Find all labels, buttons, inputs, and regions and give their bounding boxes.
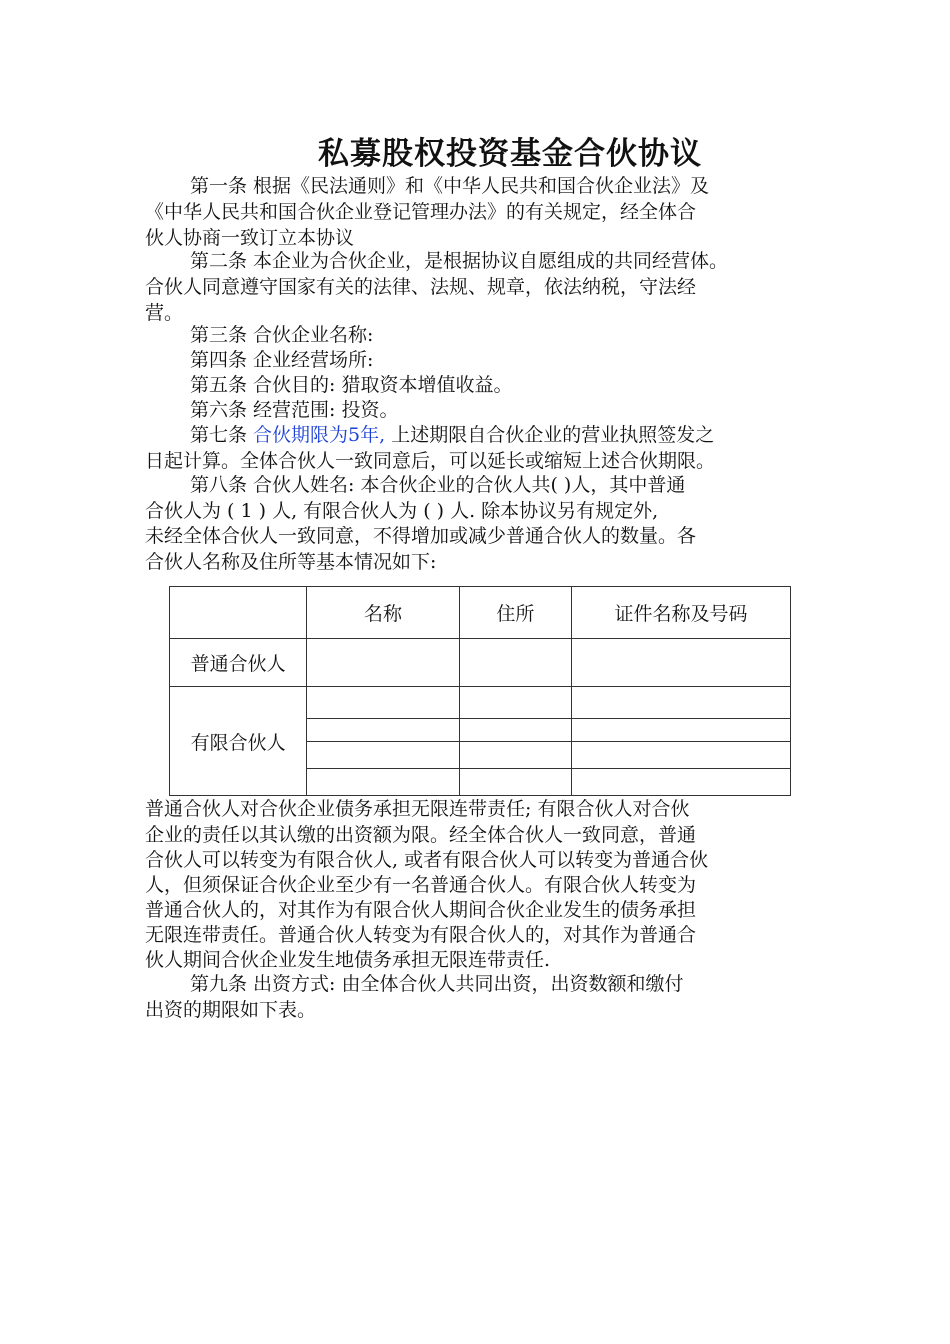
table-row-general-partner [170, 639, 791, 687]
article-1-line-3: 伙人协商一致订立本协议 [145, 227, 355, 249]
table-cell [572, 742, 791, 769]
table-cell [307, 719, 459, 742]
article-8-line-4: 合伙人名称及住所等基本情况如下: [145, 551, 437, 573]
article-1-line-2: 《中华人民共和国合伙企业登记管理办法》的有关规定，经全体合 [145, 201, 697, 223]
table-cell [307, 639, 459, 687]
table-cell [572, 719, 791, 742]
article-7-prefix: 第七条 [190, 424, 254, 446]
article-9-line-2: 出资的期限如下表。 [145, 999, 317, 1021]
table-cell [572, 639, 791, 687]
article-2-line-2: 合伙人同意遵守国家有关的法律、法规、规章，依法纳税，守法经 [145, 276, 697, 298]
table-cell [572, 687, 791, 719]
table-row-limited-partner [170, 687, 791, 719]
table-cell [307, 742, 459, 769]
partners-table [169, 586, 791, 796]
article-7-line-1 [190, 422, 714, 448]
article-4: 第四条 企业经营场所: [190, 349, 374, 371]
table-cell [459, 687, 571, 719]
liability-line-7: 伙人期间合伙企业发生地债务承担无限连带责任. [145, 949, 551, 971]
liability-line-6: 无限连带责任。普通合伙人转变为有限合伙人的，对其作为普通合 [145, 924, 697, 946]
article-7-term-highlight: 合伙期限为5年, [253, 424, 386, 446]
article-2-line-1: 第二条 本企业为合伙企业，是根据协议自愿组成的共同经营体。 [190, 250, 729, 272]
general-partner-label: 普通合伙人 [170, 639, 307, 687]
liability-line-4: 人，但须保证合伙企业至少有一名普通合伙人。有限合伙人转变为 [145, 874, 697, 896]
table-cell [307, 769, 459, 796]
table-header-row [170, 587, 791, 639]
article-3: 第三条 合伙企业名称: [190, 324, 374, 346]
liability-line-1: 普通合伙人对合伙企业债务承担无限连带责任; 有限合伙人对合伙 [145, 798, 690, 820]
table-cell [459, 639, 571, 687]
article-7-line-2: 日起计算。全体合伙人一致同意后，可以延长或缩短上述合伙期限。 [145, 450, 716, 472]
table-cell [572, 769, 791, 796]
liability-line-3: 合伙人可以转变为有限合伙人, 或者有限合伙人可以转变为普通合伙 [145, 849, 709, 871]
table-header-name: 名称 [307, 587, 459, 639]
document-title: 私募股权投资基金合伙协议 [318, 136, 702, 172]
table-cell [459, 719, 571, 742]
article-6: 第六条 经营范围: 投资。 [190, 399, 399, 421]
article-8-line-3: 未经全体合伙人一致同意，不得增加或减少普通合伙人的数量。各 [145, 525, 697, 547]
table-header-address: 住所 [459, 587, 571, 639]
article-8-line-1: 第八条 合伙人姓名: 本合伙企业的合伙人共( )人，其中普通 [190, 474, 686, 496]
liability-line-5: 普通合伙人的，对其作为有限合伙人期间合伙企业发生的债务承担 [145, 899, 697, 921]
table-cell [307, 687, 459, 719]
article-5: 第五条 合伙目的: 猎取资本增值收益。 [190, 374, 513, 396]
article-7-suffix: 上述期限自合伙企业的营业执照签发之 [385, 424, 715, 446]
liability-line-2: 企业的责任以其认缴的出资额为限。经全体合伙人一致同意，普通 [145, 824, 697, 846]
article-8-line-2: 合伙人为 ( 1 ) 人, 有限合伙人为 ( ) 人. 除本协议另有规定外, [145, 500, 659, 522]
table-cell [459, 742, 571, 769]
article-2-line-3: 营。 [145, 302, 184, 324]
table-header-empty [170, 587, 307, 639]
table-cell [459, 769, 571, 796]
table-header-id: 证件名称及号码 [572, 587, 791, 639]
limited-partner-label: 有限合伙人 [170, 687, 307, 796]
article-9-line-1: 第九条 出资方式: 由全体合伙人共同出资，出资数额和缴付 [190, 973, 684, 995]
article-1-line-1: 第一条 根据《民法通则》和《中华人民共和国合伙企业法》及 [190, 175, 710, 197]
